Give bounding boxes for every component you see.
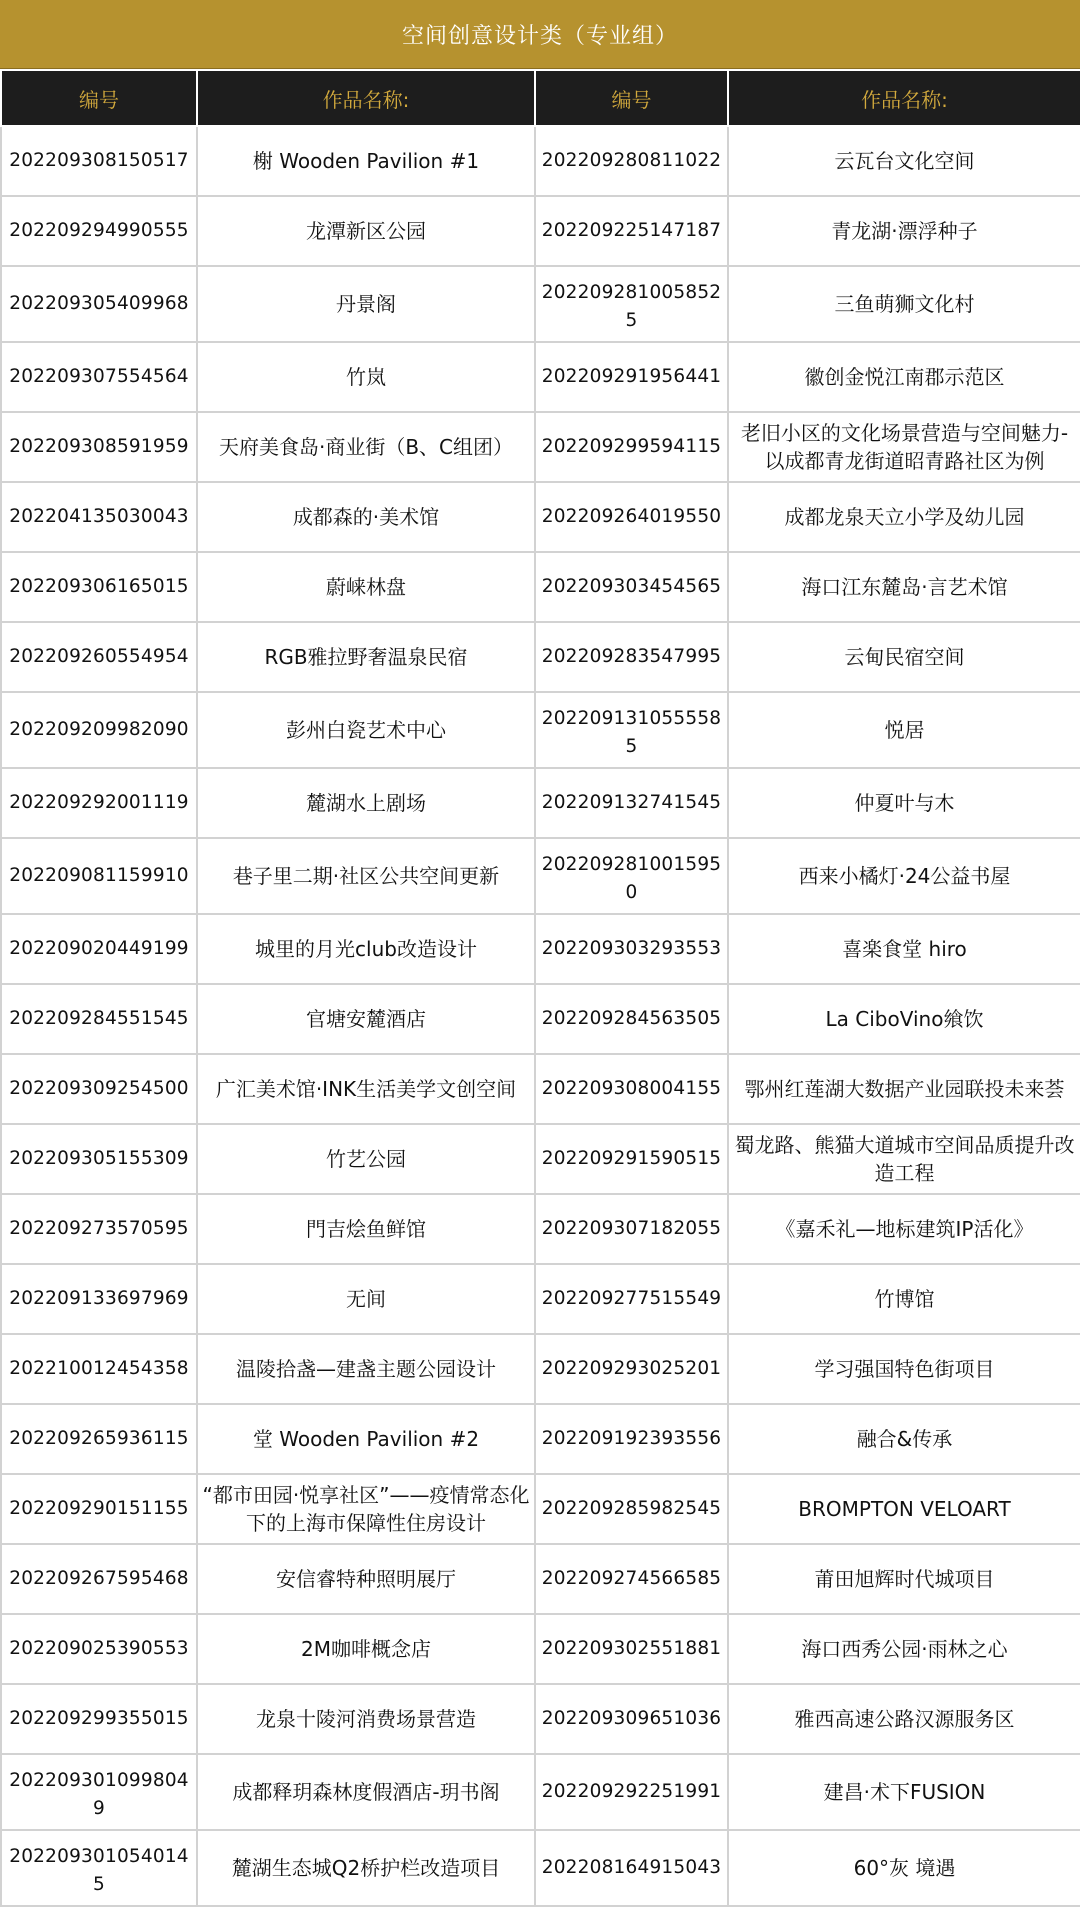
header-id: 编号 [1, 70, 197, 126]
work-id-cell: 202209299594115 [535, 412, 728, 482]
table-row [1, 1404, 1080, 1474]
table-row [1, 1474, 1080, 1544]
work-name-cell: 巷子里二期·社区公共空间更新 [197, 838, 535, 914]
work-name-cell: La CiboVino飨饮 [728, 984, 1080, 1054]
work-id-cell: 202209303293553 [535, 914, 728, 984]
work-id-cell: 202204135030043 [1, 482, 197, 552]
table-row [1, 1334, 1080, 1404]
work-name-cell: 广汇美术馆·INK生活美学文创空间 [197, 1054, 535, 1124]
work-id-cell: 202209307554564 [1, 342, 197, 412]
work-name-cell: 竹艺公园 [197, 1124, 535, 1194]
work-name-cell: 无间 [197, 1264, 535, 1334]
work-name-cell: 堂 Wooden Pavilion #2 [197, 1404, 535, 1474]
work-name-cell: 彭州白瓷艺术中心 [197, 692, 535, 768]
work-id-cell: 202209274566585 [535, 1544, 728, 1614]
work-name-cell: 成都龙泉天立小学及幼儿园 [728, 482, 1080, 552]
work-id-cell: 202209308591959 [1, 412, 197, 482]
work-name-cell: 《嘉禾礼—地标建筑IP活化》 [728, 1194, 1080, 1264]
work-name-cell: 云甸民宿空间 [728, 622, 1080, 692]
work-name-cell: 麓湖水上剧场 [197, 768, 535, 838]
work-id-cell: 202209306165015 [1, 552, 197, 622]
work-id-cell: 202209303454565 [535, 552, 728, 622]
table-row [1, 552, 1080, 622]
work-name-cell: 莆田旭辉时代城项目 [728, 1544, 1080, 1614]
work-id-cell: 202209284563505 [535, 984, 728, 1054]
work-name-cell: 龙潭新区公园 [197, 196, 535, 266]
table-row [1, 1830, 1080, 1906]
table-row [1, 1194, 1080, 1264]
work-id-cell: 202209305155309 [1, 1124, 197, 1194]
work-name-cell: 竹博馆 [728, 1264, 1080, 1334]
work-name-cell: 三鱼萌狮文化村 [728, 266, 1080, 342]
work-id-cell: 202209301099804 9 [1, 1754, 197, 1830]
work-id-cell: 202209277515549 [535, 1264, 728, 1334]
work-name-cell: 建昌·术下FUSION [728, 1754, 1080, 1830]
work-name-cell: 青龙湖·漂浮种子 [728, 196, 1080, 266]
work-name-cell: 天府美食岛·商业街（B、C组团） [197, 412, 535, 482]
work-name-cell: 喜楽食堂 hiro [728, 914, 1080, 984]
table-row [1, 622, 1080, 692]
work-name-cell: 仲夏叶与木 [728, 768, 1080, 838]
table-row [1, 126, 1080, 196]
work-name-cell: 60°灰 境遇 [728, 1830, 1080, 1906]
work-name-cell: 雅西高速公路汉源服务区 [728, 1684, 1080, 1754]
work-id-cell: 202209307182055 [535, 1194, 728, 1264]
work-name-cell: 悦居 [728, 692, 1080, 768]
work-name-cell: 徽创金悦江南郡示范区 [728, 342, 1080, 412]
table-row [1, 1124, 1080, 1194]
work-name-cell: 成都释玥森林度假酒店-玥书阁 [197, 1754, 535, 1830]
work-name-cell: 云瓦台文化空间 [728, 126, 1080, 196]
work-id-cell: 202209283547995 [535, 622, 728, 692]
category-banner: 空间创意设计类（专业组） [0, 0, 1080, 69]
header-name-2: 作品名称: [728, 70, 1080, 126]
work-id-cell: 202209260554954 [1, 622, 197, 692]
table-row [1, 1264, 1080, 1334]
work-id-cell: 202209081159910 [1, 838, 197, 914]
work-name-cell: 学习强国特色街项目 [728, 1334, 1080, 1404]
work-name-cell: 安信睿特种照明展厅 [197, 1544, 535, 1614]
table-row [1, 838, 1080, 914]
work-id-cell: 202209309651036 [535, 1684, 728, 1754]
table-row [1, 914, 1080, 984]
work-id-cell: 202209308150517 [1, 126, 197, 196]
work-id-cell: 202209209982090 [1, 692, 197, 768]
work-id-cell: 202209273570595 [1, 1194, 197, 1264]
work-id-cell: 202209225147187 [535, 196, 728, 266]
work-id-cell: 202209281001595 0 [535, 838, 728, 914]
work-id-cell: 202209281005852 5 [535, 266, 728, 342]
work-name-cell: “都市田园·悦享社区”——疫情常态化下的上海市保障性住房设计 [197, 1474, 535, 1544]
table-row [1, 1684, 1080, 1754]
table-header-row [1, 70, 1080, 126]
work-name-cell: 竹岚 [197, 342, 535, 412]
table-row [1, 1614, 1080, 1684]
table-row [1, 768, 1080, 838]
work-name-cell: 温陵拾盏—建盏主题公园设计 [197, 1334, 535, 1404]
work-id-cell: 202209309254500 [1, 1054, 197, 1124]
work-name-cell: 海口江东麓岛·言艺术馆 [728, 552, 1080, 622]
work-name-cell: 西来小橘灯·24公益书屋 [728, 838, 1080, 914]
table-row [1, 1754, 1080, 1830]
work-id-cell: 202209133697969 [1, 1264, 197, 1334]
work-id-cell: 202210012454358 [1, 1334, 197, 1404]
work-id-cell: 202209192393556 [535, 1404, 728, 1474]
work-id-cell: 202209301054014 5 [1, 1830, 197, 1906]
work-id-cell: 202209025390553 [1, 1614, 197, 1684]
work-name-cell: RGB雅拉野奢温泉民宿 [197, 622, 535, 692]
work-name-cell: 門吉烩鱼鲜馆 [197, 1194, 535, 1264]
work-name-cell: BROMPTON VELOART [728, 1474, 1080, 1544]
work-id-cell: 202208164915043 [535, 1830, 728, 1906]
work-name-cell: 2M咖啡概念店 [197, 1614, 535, 1684]
table-row [1, 692, 1080, 768]
work-id-cell: 202209264019550 [535, 482, 728, 552]
work-name-cell: 鄂州红莲湖大数据产业园联投未来荟 [728, 1054, 1080, 1124]
work-id-cell: 202209299355015 [1, 1684, 197, 1754]
work-name-cell: 城里的月光club改造设计 [197, 914, 535, 984]
work-id-cell: 202209292001119 [1, 768, 197, 838]
work-id-cell: 202209292251991 [535, 1754, 728, 1830]
work-id-cell: 202209293025201 [535, 1334, 728, 1404]
table-row [1, 412, 1080, 482]
work-id-cell: 202209131055558 5 [535, 692, 728, 768]
work-id-cell: 202209294990555 [1, 196, 197, 266]
work-name-cell: 成都森的·美术馆 [197, 482, 535, 552]
header-id-2: 编号 [535, 70, 728, 126]
table-row [1, 482, 1080, 552]
work-id-cell: 202209265936115 [1, 1404, 197, 1474]
work-name-cell: 海口西秀公园·雨林之心 [728, 1614, 1080, 1684]
work-id-cell: 202209302551881 [535, 1614, 728, 1684]
work-id-cell: 202209285982545 [535, 1474, 728, 1544]
work-name-cell: 麓湖生态城Q2桥护栏改造项目 [197, 1830, 535, 1906]
header-name: 作品名称: [197, 70, 535, 126]
work-id-cell: 202209290151155 [1, 1474, 197, 1544]
table-body [1, 126, 1080, 1906]
work-id-cell: 202209305409968 [1, 266, 197, 342]
works-table [0, 69, 1080, 1907]
work-id-cell: 202209132741545 [535, 768, 728, 838]
work-name-cell: 丹景阁 [197, 266, 535, 342]
table-row [1, 342, 1080, 412]
table-row [1, 1544, 1080, 1614]
table-row [1, 1054, 1080, 1124]
work-id-cell: 202209280811022 [535, 126, 728, 196]
work-name-cell: 蜀龙路、熊猫大道城市空间品质提升改造工程 [728, 1124, 1080, 1194]
work-id-cell: 202209308004155 [535, 1054, 728, 1124]
work-name-cell: 老旧小区的文化场景营造与空间魅力-以成都青龙街道昭青路社区为例 [728, 412, 1080, 482]
work-name-cell: 蔚崃林盘 [197, 552, 535, 622]
work-id-cell: 202209291956441 [535, 342, 728, 412]
work-name-cell: 官塘安麓酒店 [197, 984, 535, 1054]
work-id-cell: 202209020449199 [1, 914, 197, 984]
table-row [1, 266, 1080, 342]
work-name-cell: 榭 Wooden Pavilion #1 [197, 126, 535, 196]
work-id-cell: 202209284551545 [1, 984, 197, 1054]
work-id-cell: 202209291590515 [535, 1124, 728, 1194]
table-row [1, 196, 1080, 266]
work-name-cell: 融合&传承 [728, 1404, 1080, 1474]
table-row [1, 984, 1080, 1054]
work-id-cell: 202209267595468 [1, 1544, 197, 1614]
work-name-cell: 龙泉十陵河消费场景营造 [197, 1684, 535, 1754]
